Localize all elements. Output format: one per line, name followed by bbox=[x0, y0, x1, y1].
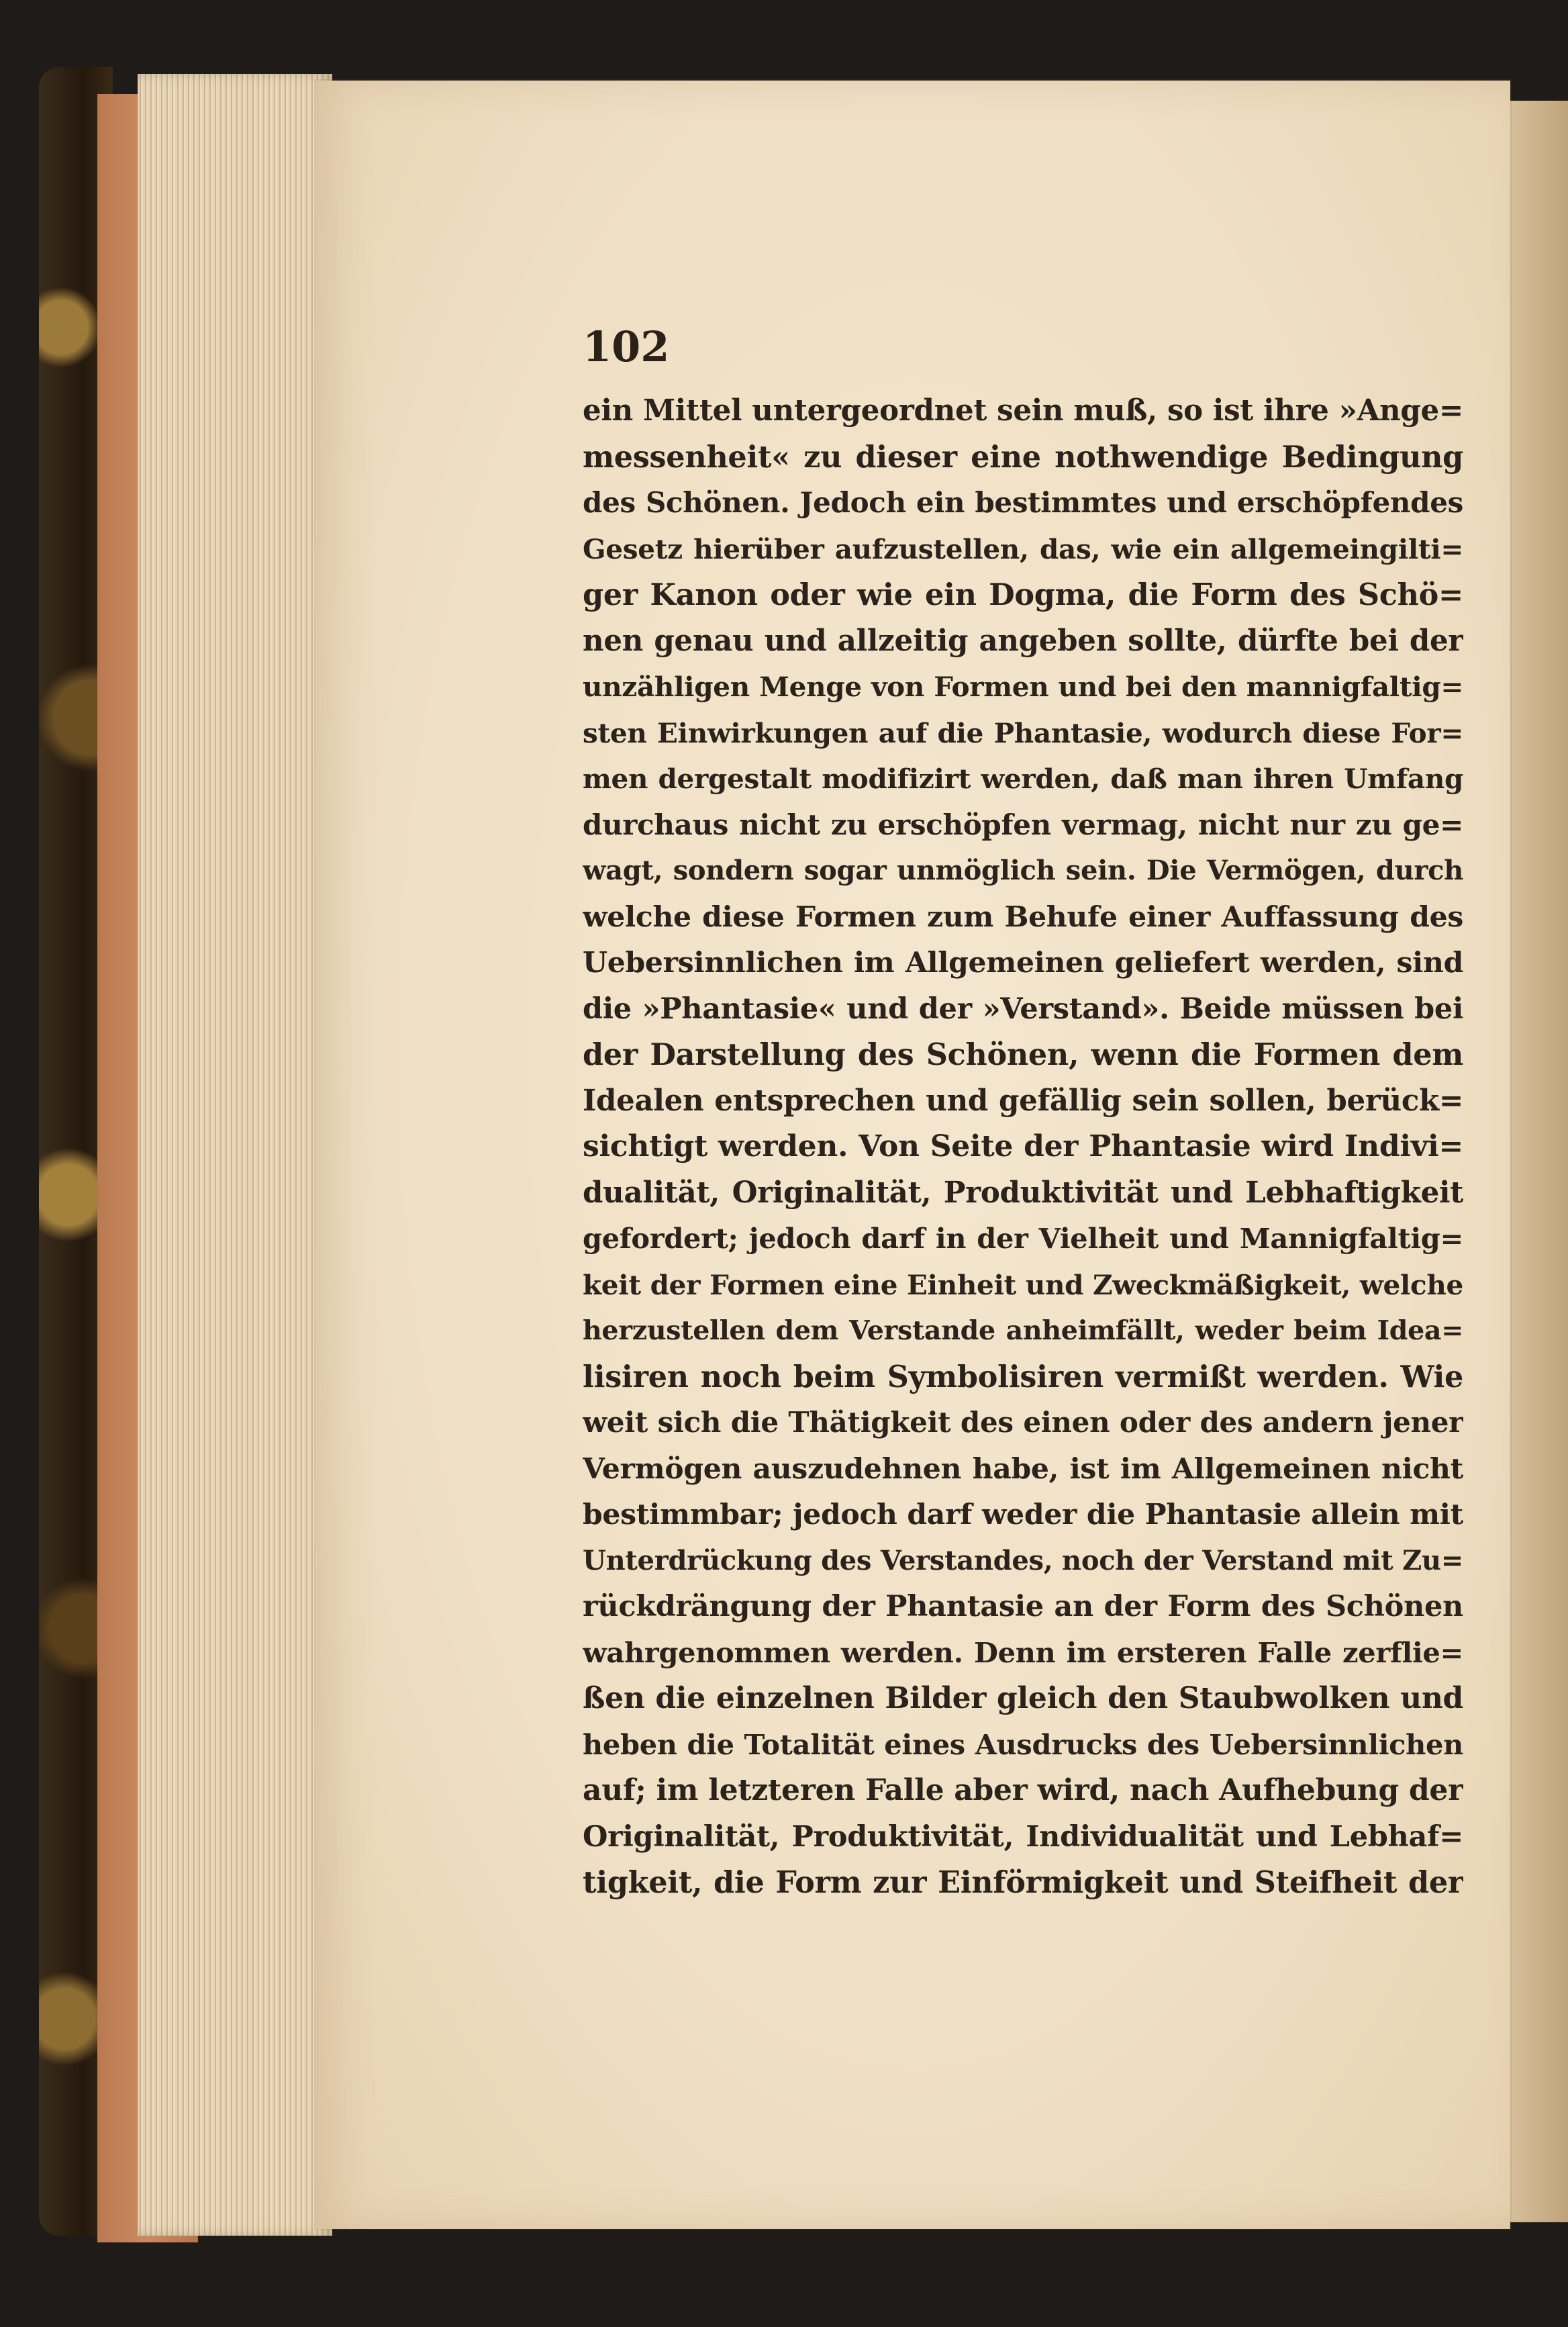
text-line: tigkeit, die Form zur Einförmigkeit und Steifheit der bbox=[583, 1865, 1463, 1900]
text-line: welche diese Formen zum Behufe einer Auffassung des bbox=[583, 900, 1463, 934]
text-line: wahrgenommen werden. Denn im ersteren Falle zerflie= bbox=[583, 1635, 1463, 1669]
text-line: Originalität, Produktivität, Individualität und Lebhaf= bbox=[583, 1819, 1463, 1854]
text-line: Gesetz hierüber aufzustellen, das, wie ein allgemeingilti= bbox=[583, 532, 1463, 565]
text-line: des Schönen. Jedoch ein bestimmtes und erschöpfendes bbox=[583, 486, 1463, 519]
text-line: auf; im letzteren Falle aber wird, nach Aufhebung der bbox=[583, 1773, 1463, 1807]
text-line: ein Mittel untergeordnet sein muß, so ist ihre »Ange= bbox=[583, 393, 1463, 428]
text-line: Uebersinnlichen im Allgemeinen geliefert werden, sind bbox=[583, 946, 1463, 980]
text-line: wagt, sondern sogar unmöglich sein. Die Vermögen, durch bbox=[583, 855, 1463, 886]
text-line: sichtigt werden. Von Seite der Phantasie wird Indivi= bbox=[583, 1129, 1463, 1164]
text-line: keit der Formen eine Einheit und Zweckmäßigkeit, welche bbox=[583, 1268, 1463, 1301]
text-line: weit sich die Thätigkeit des einen oder des andern jener bbox=[583, 1406, 1463, 1439]
text-line: heben die Totalität eines Ausdrucks des Uebersinnlichen bbox=[583, 1727, 1463, 1761]
page-number: 102 bbox=[583, 322, 670, 371]
text-line: Unterdrückung des Verstandes, noch der Verstand mit Zu= bbox=[583, 1544, 1463, 1576]
text-line: men dergestalt modifizirt werden, daß man ihren Umfang bbox=[583, 763, 1463, 795]
text-line: dualität, Originalität, Produktivität und Lebhaftigkeit bbox=[583, 1175, 1463, 1210]
text-line: die »Phantasie« und der »Verstand». Beide müssen bei bbox=[583, 992, 1463, 1026]
text-line: gefordert; jedoch darf in der Vielheit und Mannigfaltig= bbox=[583, 1222, 1463, 1255]
text-line: durchaus nicht zu erschöpfen vermag, nicht nur zu ge= bbox=[583, 808, 1463, 841]
page-edges bbox=[138, 74, 332, 2236]
text-line: rückdrängung der Phantasie an der Form des Schönen bbox=[583, 1590, 1463, 1623]
text-line: lisiren noch beim Symbolisiren vermißt werden. Wie bbox=[583, 1359, 1463, 1394]
page-text bbox=[583, 388, 1463, 1906]
text-line: der Darstellung des Schönen, wenn die Formen dem bbox=[583, 1037, 1463, 1072]
text-line: unzähligen Menge von Formen und bei den mannigfaltig= bbox=[583, 671, 1463, 703]
text-line: herzustellen dem Verstande anheimfällt, weder beim Idea= bbox=[583, 1315, 1463, 1346]
text-line: Vermögen auszudehnen habe, ist im Allgemeinen nicht bbox=[583, 1452, 1463, 1486]
text-line: messenheit« zu dieser eine nothwendige Bedingung bbox=[583, 439, 1463, 475]
text-line: sten Einwirkungen auf die Phantasie, wodurch diese For= bbox=[583, 716, 1463, 749]
text-line: Idealen entsprechen und gefällig sein sollen, berück= bbox=[583, 1083, 1463, 1118]
facing-page-edge bbox=[1504, 101, 1568, 2222]
text-line: ßen die einzelnen Bilder gleich den Staubwolken und bbox=[583, 1681, 1463, 1715]
text-line: nen genau und allzeitig angeben sollte, dürfte bei der bbox=[583, 623, 1463, 658]
text-line: ger Kanon oder wie ein Dogma, die Form des Schö= bbox=[583, 577, 1463, 612]
text-line: bestimmbar; jedoch darf weder die Phantasie allein mit bbox=[583, 1498, 1463, 1531]
